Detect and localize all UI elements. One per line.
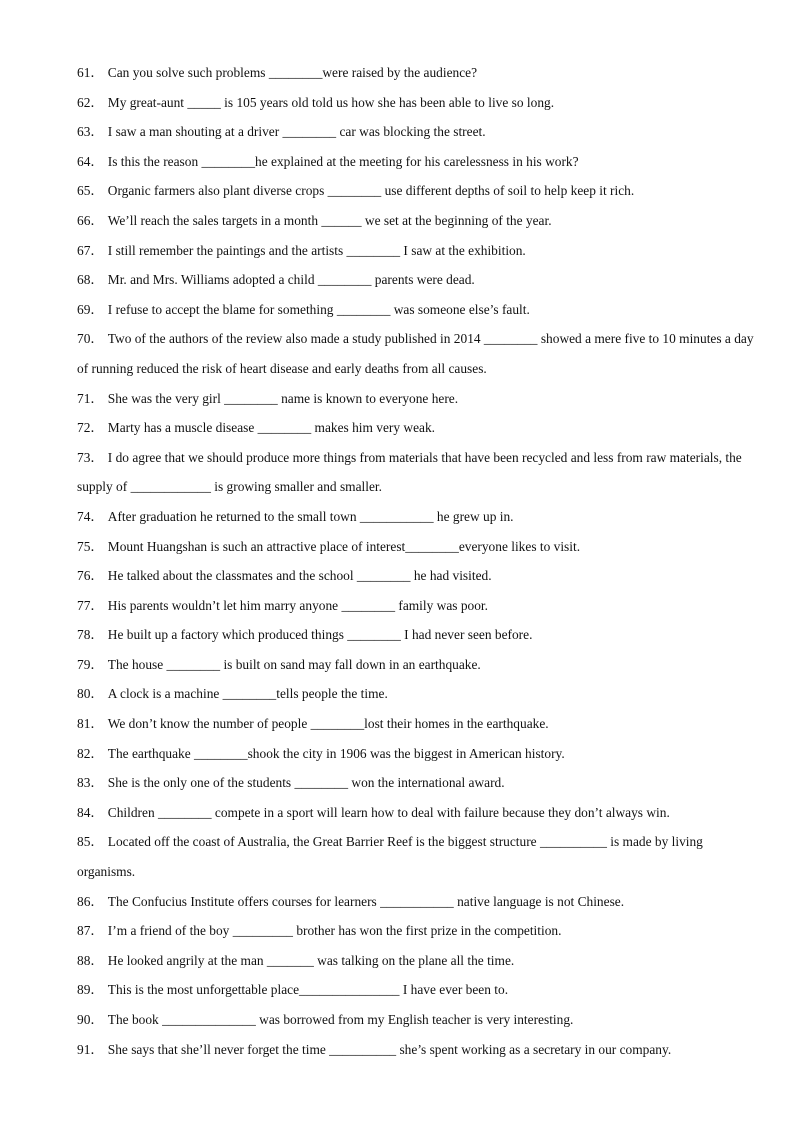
question-text: After graduation he returned to the small town ___________ he grew up in. xyxy=(107,508,514,524)
question-88: 88． He looked angrily at the man _______ was talking on the plane all the time. xyxy=(0,946,800,976)
question-number: 61 xyxy=(77,65,91,80)
question-number: 69 xyxy=(77,301,91,317)
question-82: 82． The earthquake ________shook the city in 1906 was the biggest in American history. xyxy=(0,739,800,769)
question-70: 70． Two of the authors of the review also made a study published in 2014 ________ showed a mere five to 10 minutes a day of running reduced the risk of heart disease and early deaths from all causes. xyxy=(0,324,800,383)
question-84: 84． Children ________ compete in a sport will learn how to deal with failure because they don’t always win. xyxy=(0,798,800,828)
question-text: He talked about the classmates and the school ________ he had visited. xyxy=(107,568,492,584)
question-text: Can you solve such problems ________were raised by the audience? xyxy=(107,65,478,80)
question-75: 75． Mount Huangshan is such an attractive place of interest________everyone likes to visit. xyxy=(0,532,800,562)
question-number: 66 xyxy=(77,212,91,228)
question-64: 64． Is this the reason ________he explained at the meeting for his carelessness in his work? xyxy=(0,147,800,177)
question-number: 88 xyxy=(77,952,91,968)
question-text: I saw a man shouting at a driver ________ car was blocking the street. xyxy=(107,124,486,140)
question-73: 73． I do agree that we should produce more things from materials that have been recycled and less from raw materials, the supply of ____________ is growing smaller and smaller. xyxy=(0,443,800,502)
question-number: 68 xyxy=(77,272,91,288)
question-69: 69． I refuse to accept the blame for something ________ was someone else’s fault. xyxy=(0,295,800,325)
question-90: 90． The book ______________ was borrowed from my English teacher is very interesting. xyxy=(0,1005,800,1035)
question-text: Children ________ compete in a sport will learn how to deal with failure because they don’t always win. xyxy=(107,804,670,820)
question-number: 75 xyxy=(77,538,91,554)
question-text: The house ________ is built on sand may fall down in an earthquake. xyxy=(107,656,481,672)
question-67: 67． I still remember the paintings and the artists ________ I saw at the exhibition. xyxy=(0,236,800,266)
question-text: She says that she’ll never forget the time __________ she’s spent working as a secretary in our company. xyxy=(107,1041,672,1057)
question-number: 77 xyxy=(77,597,91,613)
question-text: Mount Huangshan is such an attractive place of interest________everyone likes to visit. xyxy=(107,538,581,554)
question-text: Mr. and Mrs. Williams adopted a child ________ parents were dead. xyxy=(107,272,475,288)
question-number: 63 xyxy=(77,124,91,140)
question-text: The earthquake ________shook the city in 1906 was the biggest in American history. xyxy=(107,745,565,761)
question-text: This is the most unforgettable place_______________ I have ever been to. xyxy=(107,982,509,998)
question-number: 70 xyxy=(77,331,91,347)
question-text: She is the only one of the students ________ won the international award. xyxy=(107,775,505,791)
question-number: 81 xyxy=(77,716,91,732)
question-68: 68． Mr. and Mrs. Williams adopted a child ________ parents were dead. xyxy=(0,265,800,295)
question-text: He looked angrily at the man _______ was talking on the plane all the time. xyxy=(107,952,515,968)
question-63: 63． I saw a man shouting at a driver ________ car was blocking the street. xyxy=(0,117,800,147)
question-text: I refuse to accept the blame for something ________ was someone else’s fault. xyxy=(107,301,530,317)
question-85: 85． Located off the coast of Australia, the Great Barrier Reef is the biggest structure __________ is made by living organisms. xyxy=(0,827,800,886)
question-text: The Confucius Institute offers courses for learners ___________ native language is not Chinese. xyxy=(107,893,625,909)
question-number: 79 xyxy=(77,656,91,672)
question-number: 89 xyxy=(77,982,91,998)
question-number: 83 xyxy=(77,775,91,791)
question-number: 64 xyxy=(77,153,91,169)
question-text: My great-aunt _____ is 105 years old told us how she has been able to live so long. xyxy=(107,94,555,110)
worksheet xyxy=(0,58,800,1064)
question-number: 87 xyxy=(77,923,91,939)
question-77: 77． His parents wouldn’t let him marry anyone ________ family was poor. xyxy=(0,591,800,621)
question-text: Marty has a muscle disease ________ makes him very weak. xyxy=(107,420,436,436)
question-text: His parents wouldn’t let him marry anyone ________ family was poor. xyxy=(107,597,488,613)
question-text: A clock is a machine ________tells people the time. xyxy=(107,686,388,702)
question-81: 81． We don’t know the number of people ________lost their homes in the earthquake. xyxy=(0,709,800,739)
question-number: 90 xyxy=(77,1012,91,1027)
question-89: 89． This is the most unforgettable place_______________ I have ever been to. xyxy=(0,975,800,1005)
question-79: 79． The house ________ is built on sand may fall down in an earthquake. xyxy=(0,650,800,680)
question-number: 80 xyxy=(77,686,91,702)
question-text: We’ll reach the sales targets in a month ______ we set at the beginning of the year. xyxy=(107,212,552,228)
question-66: 66． We’ll reach the sales targets in a month ______ we set at the beginning of the year. xyxy=(0,206,800,236)
question-62: 62． My great-aunt _____ is 105 years old told us how she has been able to live so long. xyxy=(0,88,800,118)
question-74: 74． After graduation he returned to the small town ___________ he grew up in. xyxy=(0,502,800,532)
question-number: 71 xyxy=(77,390,91,406)
question-number: 78 xyxy=(77,627,91,643)
question-number: 65 xyxy=(77,183,91,199)
question-text: I do agree that we should produce more things from materials that have been recycled and less from raw materials, the supply of ____________ is growing smaller and smaller. xyxy=(77,449,742,495)
question-text: I’m a friend of the boy _________ brother has won the first prize in the competition. xyxy=(107,923,562,939)
question-80: 80． A clock is a machine ________tells people the time. xyxy=(0,679,800,709)
question-number: 74 xyxy=(77,508,91,524)
question-text: Located off the coast of Australia, the Great Barrier Reef is the biggest structure __________ is made by living organisms. xyxy=(77,834,703,880)
question-text: Organic farmers also plant diverse crops ________ use different depths of soil to help keep it rich. xyxy=(107,183,635,199)
question-61: 61． Can you solve such problems ________were raised by the audience? xyxy=(0,58,800,88)
question-text: She was the very girl ________ name is known to everyone here. xyxy=(107,390,459,406)
question-number: 62 xyxy=(77,94,91,110)
question-number: 85 xyxy=(77,834,91,850)
question-72: 72． Marty has a muscle disease ________ makes him very weak. xyxy=(0,413,800,443)
question-91: 91． She says that she’ll never forget the time __________ she’s spent working as a secretary in our company. xyxy=(0,1035,800,1065)
question-83: 83． She is the only one of the students ________ won the international award. xyxy=(0,768,800,798)
question-number: 91 xyxy=(77,1041,91,1057)
question-number: 82 xyxy=(77,745,91,761)
question-text: Is this the reason ________he explained at the meeting for his carelessness in his work? xyxy=(107,153,579,169)
question-86: 86． The Confucius Institute offers courses for learners ___________ native language is not Chinese. xyxy=(0,887,800,917)
question-number: 72 xyxy=(77,420,91,436)
question-text: He built up a factory which produced things ________ I had never seen before. xyxy=(107,627,533,643)
question-text: Two of the authors of the review also made a study published in 2014 ________ showed a mere five to 10 minutes a day of running reduced the risk of heart disease and early deaths from all causes. xyxy=(77,331,754,376)
question-71: 71． She was the very girl ________ name is known to everyone here. xyxy=(0,384,800,414)
question-65: 65． Organic farmers also plant diverse crops ________ use different depths of soil to help keep it rich. xyxy=(0,176,800,206)
question-76: 76． He talked about the classmates and the school ________ he had visited. xyxy=(0,561,800,591)
question-text: The book ______________ was borrowed from my English teacher is very interesting. xyxy=(107,1012,574,1027)
question-number: 73 xyxy=(77,449,91,465)
question-text: I still remember the paintings and the artists ________ I saw at the exhibition. xyxy=(107,242,526,258)
question-number: 86 xyxy=(77,893,91,909)
question-78: 78． He built up a factory which produced things ________ I had never seen before. xyxy=(0,620,800,650)
question-number: 67 xyxy=(77,242,91,258)
question-number: 76 xyxy=(77,568,91,584)
question-text: We don’t know the number of people ________lost their homes in the earthquake. xyxy=(107,716,549,732)
question-87: 87． I’m a friend of the boy _________ brother has won the first prize in the competition. xyxy=(0,916,800,946)
question-number: 84 xyxy=(77,804,91,820)
